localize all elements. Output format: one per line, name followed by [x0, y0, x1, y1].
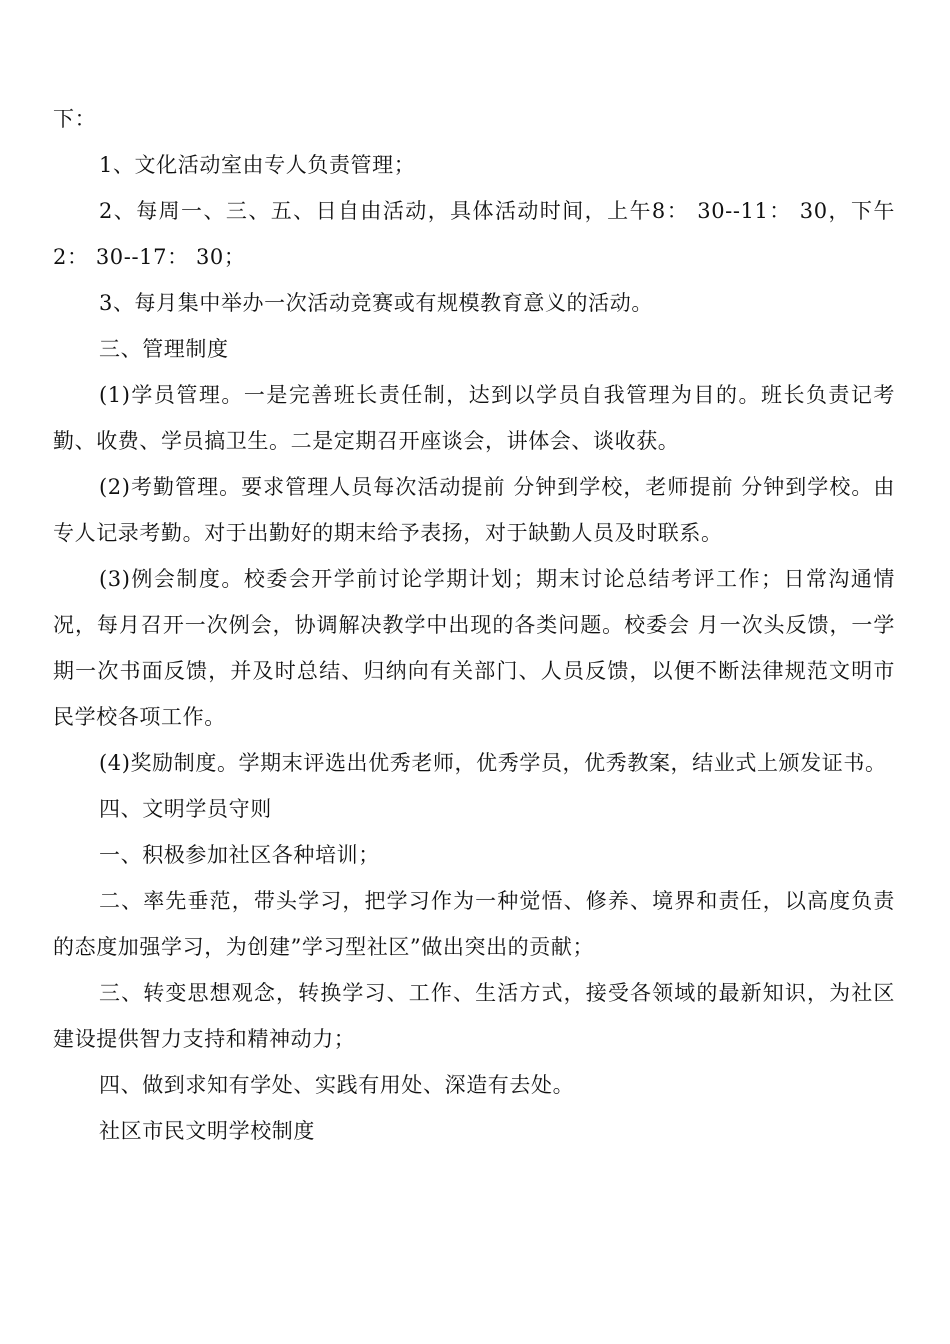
- section-heading: 社区市民文明学校制度: [99, 1119, 315, 1143]
- paragraph: 下：: [53, 107, 97, 131]
- section-heading: 三、管理制度: [99, 337, 229, 361]
- paragraph: 3、每月集中举办一次活动竞赛或有规模教育意义的活动。: [99, 291, 653, 315]
- paragraph: 1、文化活动室由专人负责管理；: [99, 153, 416, 177]
- paragraph: 二、率先垂范，带头学习，把学习作为一种觉悟、修养、境界和责任，以高度负责的态度加强学习，为创建”学习型社区”做出突出的贡献；: [53, 889, 895, 959]
- paragraph: (1)学员管理。一是完善班长责任制，达到以学员自我管理为目的。班长负责记考勤、收费、学员搞卫生。二是定期召开座谈会，讲体会、谈收获。: [53, 383, 895, 453]
- paragraph: (4)奖励制度。学期末评选出优秀老师，优秀学员，优秀教案，结业式上颁发证书。: [99, 751, 887, 775]
- paragraph: (3)例会制度。校委会开学前讨论学期计划；期末讨论总结考评工作；日常沟通情况，每月召开一次例会，协调解决教学中出现的各类问题。校委会 月一次头反馈，一学期一次书面反馈，并及时总结、归纳向有关部门、人员反馈，以便不断法律规范文明市民学校各项工作。: [53, 567, 895, 729]
- paragraph: 四、做到求知有学处、实践有用处、深造有去处。: [99, 1073, 575, 1097]
- paragraph: 三、转变思想观念，转换学习、工作、生活方式，接受各领域的最新知识，为社区建设提供智力支持和精神动力；: [53, 981, 895, 1051]
- document-body: [53, 96, 895, 1154]
- paragraph: (2)考勤管理。要求管理人员每次活动提前 分钟到学校，老师提前 分钟到学校。由专人记录考勤。对于出勤好的期末给予表扬，对于缺勤人员及时联系。: [53, 475, 895, 545]
- paragraph: 一、积极参加社区各种培训；: [99, 843, 380, 867]
- paragraph: 2、每周一、三、五、日自由活动，具体活动时间，上午8： 30--11： 30，下午 2： 30--17： 30；: [53, 199, 895, 269]
- section-heading: 四、文明学员守则: [99, 797, 272, 821]
